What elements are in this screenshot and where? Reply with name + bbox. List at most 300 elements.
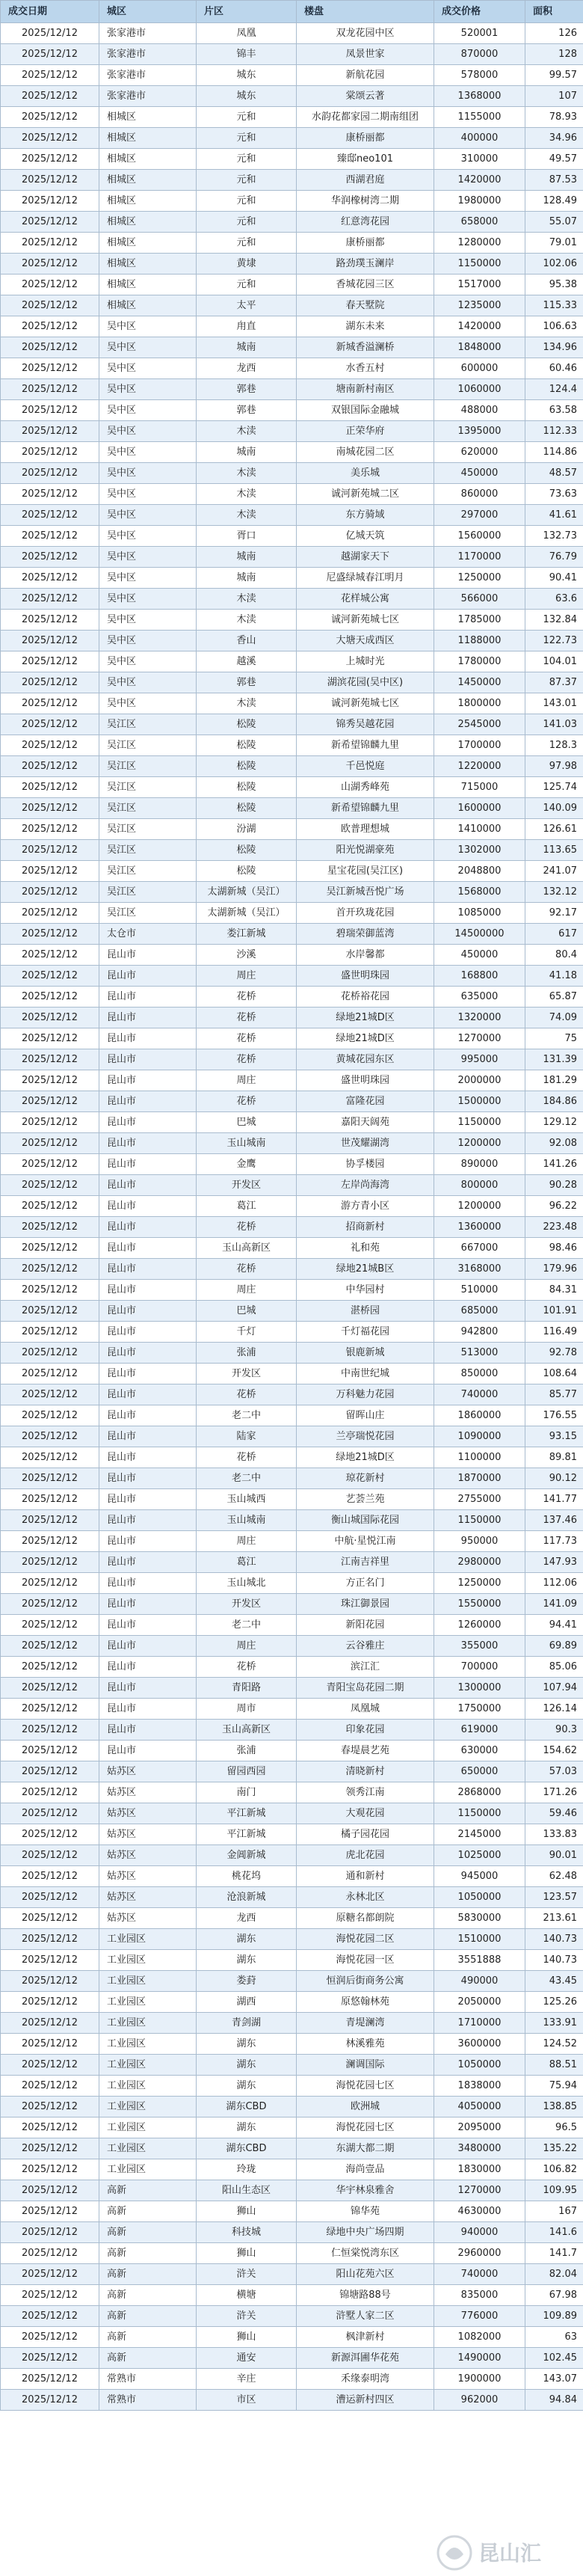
cell-estate: 清晓新村 <box>297 1761 434 1782</box>
cell-date: 2025/12/12 <box>1 2285 99 2306</box>
cell-area: 74.09 <box>525 1008 583 1028</box>
cell-section: 花桥 <box>197 987 297 1008</box>
cell-district: 昆山市 <box>99 1594 197 1615</box>
table-row <box>1 2390 583 2411</box>
cell-area: 76.79 <box>525 547 583 568</box>
cell-price: 1025000 <box>434 1845 525 1866</box>
cell-section: 浒关 <box>197 2264 297 2285</box>
table-row <box>1 1154 583 1175</box>
cell-price: 940000 <box>434 2222 525 2243</box>
cell-district: 吴中区 <box>99 631 197 651</box>
cell-area: 41.18 <box>525 966 583 987</box>
cell-section: 太湖新城（吴江） <box>197 882 297 903</box>
cell-section: 玉山城北 <box>197 1573 297 1594</box>
cell-price: 1550000 <box>434 1594 525 1615</box>
cell-price: 1785000 <box>434 610 525 631</box>
table-row <box>1 337 583 358</box>
table-row <box>1 840 583 861</box>
cell-date: 2025/12/12 <box>1 714 99 735</box>
cell-section: 平江新城 <box>197 1803 297 1824</box>
cell-estate: 兰亭瑞悦花园 <box>297 1426 434 1447</box>
cell-date: 2025/12/12 <box>1 1091 99 1112</box>
cell-section: 城东 <box>197 65 297 86</box>
cell-section: 周庄 <box>197 1070 297 1091</box>
table-row <box>1 1070 583 1091</box>
cell-estate: 银鹿新城 <box>297 1343 434 1364</box>
cell-price: 168800 <box>434 966 525 987</box>
table-row <box>1 1552 583 1573</box>
cell-area: 141.7 <box>525 2243 583 2264</box>
cell-estate: 凤凰城 <box>297 1699 434 1720</box>
cell-estate: 通和新村 <box>297 1866 434 1887</box>
cell-area: 141.77 <box>525 1489 583 1510</box>
cell-section: 周庄 <box>197 1636 297 1657</box>
cell-date: 2025/12/12 <box>1 2201 99 2222</box>
table-row <box>1 672 583 693</box>
cell-estate: 绿地中央广场四期 <box>297 2222 434 2243</box>
cell-estate: 中航·星悦江南 <box>297 1531 434 1552</box>
cell-area: 88.51 <box>525 2055 583 2076</box>
table-row <box>1 2201 583 2222</box>
table-row <box>1 651 583 672</box>
cell-estate: 阳山花苑六区 <box>297 2264 434 2285</box>
cell-estate: 西湖君庭 <box>297 170 434 191</box>
cell-price: 2000000 <box>434 1070 525 1091</box>
cell-area: 92.78 <box>525 1343 583 1364</box>
cell-district: 张家港市 <box>99 86 197 107</box>
cell-section: 辛庄 <box>197 2369 297 2390</box>
cell-date: 2025/12/12 <box>1 1720 99 1741</box>
cell-price: 740000 <box>434 1384 525 1405</box>
cell-district: 工业园区 <box>99 2097 197 2117</box>
cell-district: 昆山市 <box>99 1280 197 1301</box>
cell-area: 140.09 <box>525 798 583 819</box>
cell-price: 1050000 <box>434 1887 525 1908</box>
cell-district: 昆山市 <box>99 1028 197 1049</box>
cell-date: 2025/12/12 <box>1 1280 99 1301</box>
table-row <box>1 316 583 337</box>
cell-estate: 首开玖珑花园 <box>297 903 434 924</box>
table-row <box>1 1343 583 1364</box>
cell-date: 2025/12/12 <box>1 2097 99 2117</box>
brand-watermark <box>435 2532 577 2574</box>
table-row <box>1 1594 583 1615</box>
table-row <box>1 107 583 128</box>
table-row <box>1 1803 583 1824</box>
cell-date: 2025/12/12 <box>1 945 99 966</box>
table-row <box>1 2327 583 2348</box>
cell-section: 龙西 <box>197 1908 297 1929</box>
cell-area: 117.73 <box>525 1531 583 1552</box>
cell-date: 2025/12/12 <box>1 2159 99 2180</box>
cell-estate: 青堤澜湾 <box>297 2013 434 2034</box>
cell-area: 98.46 <box>525 1238 583 1259</box>
cell-district: 高新 <box>99 2327 197 2348</box>
cell-district: 吴江区 <box>99 798 197 819</box>
cell-area: 97.98 <box>525 756 583 777</box>
cell-price: 2960000 <box>434 2243 525 2264</box>
table-row <box>1 861 583 882</box>
cell-section: 周庄 <box>197 1531 297 1552</box>
cell-date: 2025/12/12 <box>1 1657 99 1678</box>
cell-section: 湖西 <box>197 1992 297 2013</box>
cell-estate: 招商新村 <box>297 1217 434 1238</box>
cell-date: 2025/12/12 <box>1 2264 99 2285</box>
cell-district: 昆山市 <box>99 1384 197 1405</box>
cell-section: 花桥 <box>197 1657 297 1678</box>
cell-section: 城南 <box>197 568 297 589</box>
cell-area: 115.33 <box>525 295 583 316</box>
cell-section: 元和 <box>197 233 297 254</box>
cell-area: 80.4 <box>525 945 583 966</box>
cell-section: 花桥 <box>197 1049 297 1070</box>
cell-area: 79.01 <box>525 233 583 254</box>
cell-section: 南门 <box>197 1782 297 1803</box>
cell-area: 124.52 <box>525 2034 583 2055</box>
cell-estate: 东方骑域 <box>297 505 434 526</box>
cell-district: 昆山市 <box>99 1322 197 1343</box>
cell-estate: 红意湾花园 <box>297 212 434 233</box>
cell-estate: 阳光悦湖豪苑 <box>297 840 434 861</box>
cell-date: 2025/12/12 <box>1 924 99 945</box>
cell-date: 2025/12/12 <box>1 358 99 379</box>
cell-section: 开发区 <box>197 1175 297 1196</box>
table-row <box>1 1008 583 1028</box>
table-row <box>1 1929 583 1950</box>
cell-section: 郭巷 <box>197 379 297 400</box>
table-row <box>1 44 583 65</box>
table-row <box>1 819 583 840</box>
cell-area: 112.33 <box>525 421 583 442</box>
watermark-text: 昆山汇 <box>478 2541 542 2566</box>
cell-section: 元和 <box>197 191 297 212</box>
cell-section: 黄埭 <box>197 254 297 275</box>
table-row <box>1 1405 583 1426</box>
cell-date: 2025/12/12 <box>1 861 99 882</box>
table-row <box>1 1782 583 1803</box>
cell-district: 昆山市 <box>99 1489 197 1510</box>
table-row <box>1 1091 583 1112</box>
cell-section: 狮山 <box>197 2201 297 2222</box>
table-row <box>1 23 583 44</box>
table-header <box>1 1 583 23</box>
cell-area: 122.73 <box>525 631 583 651</box>
cell-section: 湖东CBD <box>197 2138 297 2159</box>
cell-estate: 新阳花园 <box>297 1615 434 1636</box>
cell-price: 1568000 <box>434 882 525 903</box>
cell-area: 108.64 <box>525 1364 583 1384</box>
cell-estate: 锦华苑 <box>297 2201 434 2222</box>
column-header-district: 城区 <box>99 1 197 23</box>
cell-price: 776000 <box>434 2306 525 2327</box>
table-row <box>1 568 583 589</box>
cell-district: 姑苏区 <box>99 1761 197 1782</box>
cell-district: 张家港市 <box>99 23 197 44</box>
cell-price: 1060000 <box>434 379 525 400</box>
cell-section: 花桥 <box>197 1008 297 1028</box>
cell-price: 650000 <box>434 1761 525 1782</box>
cell-date: 2025/12/12 <box>1 903 99 924</box>
table-row <box>1 1322 583 1343</box>
cell-section: 湖东 <box>197 1929 297 1950</box>
cell-area: 137.46 <box>525 1510 583 1531</box>
cell-price: 1980000 <box>434 191 525 212</box>
cell-estate: 康桥丽都 <box>297 128 434 149</box>
table-row <box>1 2138 583 2159</box>
cell-area: 106.63 <box>525 316 583 337</box>
cell-section: 木渎 <box>197 463 297 484</box>
cell-price: 1510000 <box>434 1929 525 1950</box>
cell-district: 相城区 <box>99 191 197 212</box>
cell-section: 青阳路 <box>197 1678 297 1699</box>
cell-estate: 黄城花园东区 <box>297 1049 434 1070</box>
cell-estate: 春天墅院 <box>297 295 434 316</box>
cell-district: 昆山市 <box>99 1720 197 1741</box>
cell-price: 658000 <box>434 212 525 233</box>
cell-estate: 澜调国际 <box>297 2055 434 2076</box>
cell-section: 阳山生态区 <box>197 2180 297 2201</box>
cell-price: 1870000 <box>434 1468 525 1489</box>
cell-district: 工业园区 <box>99 2055 197 2076</box>
cell-estate: 衡山城国际花园 <box>297 1510 434 1531</box>
table-row <box>1 463 583 484</box>
cell-district: 高新 <box>99 2180 197 2201</box>
cell-date: 2025/12/12 <box>1 840 99 861</box>
cell-district: 吴江区 <box>99 903 197 924</box>
cell-price: 510000 <box>434 1280 525 1301</box>
cell-district: 工业园区 <box>99 1929 197 1950</box>
cell-date: 2025/12/12 <box>1 1343 99 1364</box>
cell-area: 48.57 <box>525 463 583 484</box>
cell-date: 2025/12/12 <box>1 2390 99 2411</box>
cell-area: 124.4 <box>525 379 583 400</box>
cell-estate: 新城香溢澜桥 <box>297 337 434 358</box>
cell-price: 850000 <box>434 1364 525 1384</box>
cell-estate: 越湖家天下 <box>297 547 434 568</box>
cell-estate: 美乐城 <box>297 463 434 484</box>
cell-date: 2025/12/12 <box>1 463 99 484</box>
cell-price: 2980000 <box>434 1552 525 1573</box>
cell-date: 2025/12/12 <box>1 1196 99 1217</box>
table-row <box>1 2285 583 2306</box>
table-row <box>1 379 583 400</box>
table-row <box>1 1761 583 1782</box>
cell-section: 花桥 <box>197 1217 297 1238</box>
table-row <box>1 945 583 966</box>
cell-district: 吴中区 <box>99 610 197 631</box>
table-row <box>1 1133 583 1154</box>
cell-section: 张浦 <box>197 1343 297 1364</box>
cell-section: 木渎 <box>197 505 297 526</box>
table-row <box>1 484 583 505</box>
cell-section: 元和 <box>197 128 297 149</box>
cell-district: 昆山市 <box>99 1615 197 1636</box>
cell-price: 1260000 <box>434 1615 525 1636</box>
cell-price: 1302000 <box>434 840 525 861</box>
cell-area: 135.22 <box>525 2138 583 2159</box>
cell-section: 玉山城西 <box>197 1489 297 1510</box>
cell-area: 176.55 <box>525 1405 583 1426</box>
cell-area: 154.62 <box>525 1741 583 1761</box>
cell-area: 90.41 <box>525 568 583 589</box>
cell-date: 2025/12/12 <box>1 1112 99 1133</box>
table-row <box>1 1971 583 1992</box>
cell-section: 湖东 <box>197 2076 297 2097</box>
column-header-date: 成交日期 <box>1 1 99 23</box>
cell-district: 吴中区 <box>99 526 197 547</box>
cell-price: 740000 <box>434 2264 525 2285</box>
cell-area: 87.53 <box>525 170 583 191</box>
table-row <box>1 149 583 170</box>
cell-price: 1200000 <box>434 1196 525 1217</box>
cell-section: 湖东CBD <box>197 2097 297 2117</box>
cell-district: 昆山市 <box>99 1573 197 1594</box>
cell-section: 湖东 <box>197 1950 297 1971</box>
cell-area: 106.82 <box>525 2159 583 2180</box>
table-row <box>1 610 583 631</box>
cell-estate: 吴江新城吾悦广场 <box>297 882 434 903</box>
cell-area: 90.01 <box>525 1845 583 1866</box>
cell-district: 昆山市 <box>99 1049 197 1070</box>
cell-date: 2025/12/12 <box>1 2034 99 2055</box>
cell-area: 167 <box>525 2201 583 2222</box>
cell-district: 吴中区 <box>99 547 197 568</box>
cell-estate: 虎北花园 <box>297 1845 434 1866</box>
cell-district: 昆山市 <box>99 1657 197 1678</box>
cell-section: 玲珑 <box>197 2159 297 2180</box>
table-row <box>1 2348 583 2369</box>
cell-district: 吴江区 <box>99 735 197 756</box>
cell-area: 85.06 <box>525 1657 583 1678</box>
cell-district: 昆山市 <box>99 1196 197 1217</box>
cell-price: 2050000 <box>434 1992 525 2013</box>
cell-section: 越溪 <box>197 651 297 672</box>
table-row <box>1 1845 583 1866</box>
cell-estate: 新航花园 <box>297 65 434 86</box>
table-row <box>1 903 583 924</box>
cell-area: 107 <box>525 86 583 107</box>
cell-section: 松陵 <box>197 840 297 861</box>
cell-district: 相城区 <box>99 170 197 191</box>
cell-section: 狮山 <box>197 2243 297 2264</box>
table-row <box>1 966 583 987</box>
cell-section: 郭巷 <box>197 672 297 693</box>
cell-section: 玉山城南 <box>197 1133 297 1154</box>
cell-price: 400000 <box>434 128 525 149</box>
cell-estate: 欧洲城 <box>297 2097 434 2117</box>
cell-section: 千灯 <box>197 1322 297 1343</box>
cell-price: 700000 <box>434 1657 525 1678</box>
cell-section: 湖东 <box>197 2034 297 2055</box>
cell-area: 55.07 <box>525 212 583 233</box>
cell-area: 141.03 <box>525 714 583 735</box>
cell-section: 松陵 <box>197 756 297 777</box>
cell-estate: 枫津新村 <box>297 2327 434 2348</box>
table-row <box>1 1468 583 1489</box>
cell-section: 周市 <box>197 1699 297 1720</box>
cell-area: 181.29 <box>525 1070 583 1091</box>
cell-section: 湖东 <box>197 2055 297 2076</box>
cell-area: 213.61 <box>525 1908 583 1929</box>
cell-area: 60.46 <box>525 358 583 379</box>
cell-estate: 中华园村 <box>297 1280 434 1301</box>
cell-date: 2025/12/12 <box>1 987 99 1008</box>
cell-section: 金鹰 <box>197 1154 297 1175</box>
cell-area: 102.06 <box>525 254 583 275</box>
cell-estate: 路劲璞玉澜岸 <box>297 254 434 275</box>
cell-date: 2025/12/12 <box>1 442 99 463</box>
cell-area: 223.48 <box>525 1217 583 1238</box>
cell-section: 松陵 <box>197 798 297 819</box>
table-row <box>1 1426 583 1447</box>
cell-section: 龙西 <box>197 358 297 379</box>
cell-section: 巴城 <box>197 1112 297 1133</box>
cell-price: 1200000 <box>434 1133 525 1154</box>
cell-area: 78.93 <box>525 107 583 128</box>
cell-date: 2025/12/12 <box>1 2013 99 2034</box>
cell-estate: 礼和苑 <box>297 1238 434 1259</box>
cell-date: 2025/12/12 <box>1 2117 99 2138</box>
cell-price: 5830000 <box>434 1908 525 1929</box>
table-row <box>1 212 583 233</box>
cell-date: 2025/12/12 <box>1 631 99 651</box>
table-row <box>1 358 583 379</box>
cell-estate: 绿地21城D区 <box>297 1028 434 1049</box>
cell-section: 花桥 <box>197 1259 297 1280</box>
cell-district: 吴中区 <box>99 379 197 400</box>
cell-district: 相城区 <box>99 254 197 275</box>
cell-estate: 禾缘泰明湾 <box>297 2369 434 2390</box>
cell-price: 488000 <box>434 400 525 421</box>
cell-section: 湖东 <box>197 2117 297 2138</box>
cell-date: 2025/12/12 <box>1 777 99 798</box>
cell-district: 高新 <box>99 2285 197 2306</box>
cell-section: 留园西园 <box>197 1761 297 1782</box>
cell-estate: 方正名门 <box>297 1573 434 1594</box>
cell-section: 香山 <box>197 631 297 651</box>
cell-price: 297000 <box>434 505 525 526</box>
cell-estate: 星宝花园(吴江区) <box>297 861 434 882</box>
cell-date: 2025/12/12 <box>1 1699 99 1720</box>
cell-price: 1517000 <box>434 275 525 295</box>
cell-district: 吴江区 <box>99 777 197 798</box>
cell-district: 高新 <box>99 2222 197 2243</box>
cell-date: 2025/12/12 <box>1 23 99 44</box>
table-row <box>1 442 583 463</box>
cell-district: 相城区 <box>99 233 197 254</box>
cell-date: 2025/12/12 <box>1 756 99 777</box>
cell-price: 1320000 <box>434 1008 525 1028</box>
table-row <box>1 1699 583 1720</box>
cell-date: 2025/12/12 <box>1 275 99 295</box>
cell-date: 2025/12/12 <box>1 1908 99 1929</box>
cell-date: 2025/12/12 <box>1 44 99 65</box>
cell-estate: 山湖秀峰苑 <box>297 777 434 798</box>
cell-price: 1270000 <box>434 2180 525 2201</box>
table-row <box>1 1531 583 1552</box>
cell-price: 942800 <box>434 1322 525 1343</box>
cell-price: 2095000 <box>434 2117 525 2138</box>
cell-section: 松陵 <box>197 861 297 882</box>
cell-district: 吴中区 <box>99 672 197 693</box>
cell-district: 吴江区 <box>99 882 197 903</box>
cell-district: 常熟市 <box>99 2369 197 2390</box>
cell-estate: 橘子园花园 <box>297 1824 434 1845</box>
cell-date: 2025/12/12 <box>1 2138 99 2159</box>
cell-district: 昆山市 <box>99 1426 197 1447</box>
cell-date: 2025/12/12 <box>1 1217 99 1238</box>
cell-date: 2025/12/12 <box>1 1489 99 1510</box>
